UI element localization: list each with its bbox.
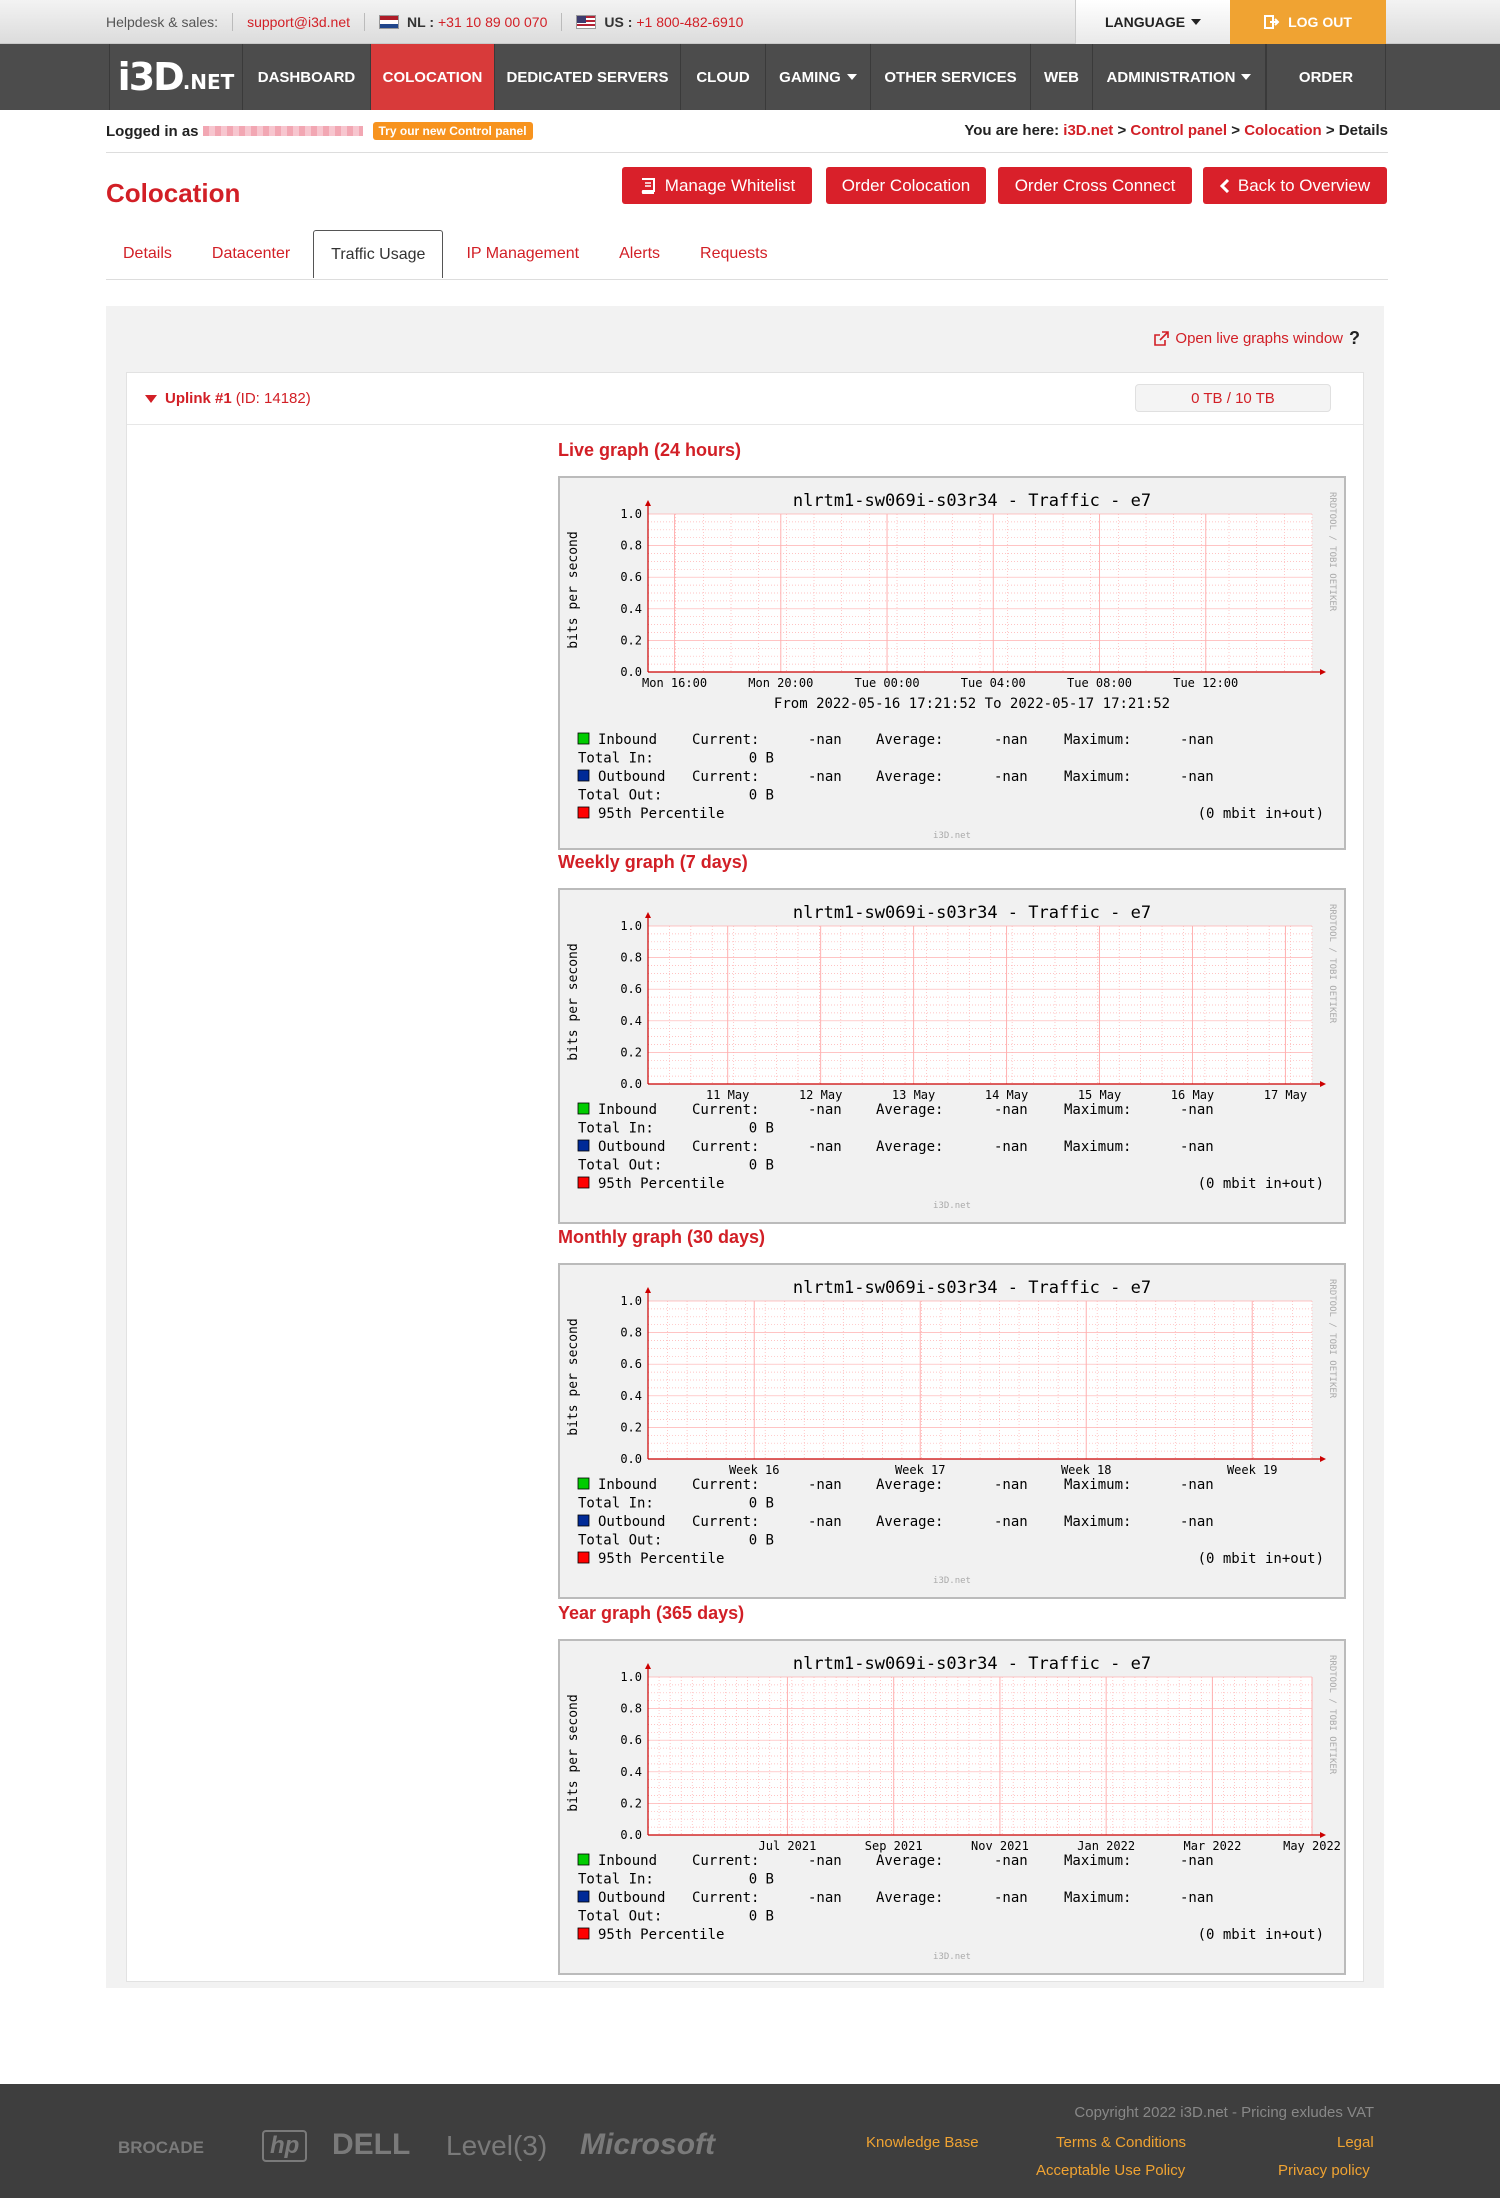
legend-text: 0 B xyxy=(748,1120,774,1137)
help-icon[interactable]: ? xyxy=(1349,328,1360,348)
y-tick-label: 0.0 xyxy=(620,1077,642,1091)
traffic-graph xyxy=(558,888,1346,1224)
x-tick-label: Jul 2021 xyxy=(758,1839,817,1853)
x-tick-label: 14 May xyxy=(984,1088,1029,1102)
watermark: i3D.net xyxy=(933,1201,971,1211)
nl-label: NL : xyxy=(407,14,434,30)
legend-text: Average: xyxy=(876,1477,944,1493)
y-tick-label: 0.8 xyxy=(620,1701,642,1716)
login-info xyxy=(106,122,533,140)
legend-text: Total In: xyxy=(578,1120,654,1137)
legend-swatch xyxy=(578,1478,589,1489)
breadcrumb-prefix: You are here: xyxy=(964,122,1060,139)
legend-text: (0 mbit in+out) xyxy=(1197,1551,1324,1567)
chevron-down-icon xyxy=(1191,19,1201,25)
y-tick-label: 0.4 xyxy=(620,601,642,616)
legend-swatch xyxy=(578,1177,589,1188)
rrdtool-label: RRDTOOL / TOBI OETIKER xyxy=(1327,904,1337,1024)
chevron-down-icon xyxy=(847,74,857,80)
y-axis-label: bits per second xyxy=(566,1318,581,1436)
legend-text: -nan xyxy=(1180,769,1214,785)
y-tick-label: 0.4 xyxy=(620,1764,642,1779)
legend-text: (0 mbit in+out) xyxy=(1197,1927,1324,1943)
x-tick-label: 11 May xyxy=(706,1088,750,1102)
main-nav xyxy=(0,44,1500,110)
knowledge-base-link[interactable]: Knowledge Base xyxy=(866,2134,979,2151)
graph-heading: Monthly graph (30 days) xyxy=(558,1227,766,1247)
y-tick-label: 0.0 xyxy=(620,1452,642,1466)
legend-text: 95th Percentile xyxy=(598,1551,725,1567)
tab-bar xyxy=(106,230,791,280)
tab-alerts[interactable]: Alerts xyxy=(619,245,661,262)
legend-text: Maximum: xyxy=(1064,1890,1132,1906)
legend-text: Outbound xyxy=(598,1139,666,1155)
y-tick-label: 1.0 xyxy=(620,1294,642,1308)
legend-swatch xyxy=(578,770,589,781)
legend-text: -nan xyxy=(994,1139,1028,1155)
legend-text: -nan xyxy=(808,1139,842,1155)
y-tick-label: 0.2 xyxy=(620,1045,642,1060)
legend-text: 0 B xyxy=(748,1871,774,1888)
order-colocation-button[interactable]: Order Colocation xyxy=(826,167,986,204)
x-tick-label: Tue 08:00 xyxy=(1067,676,1133,690)
traffic-usage-badge: 0 TB / 10 TB xyxy=(1135,384,1331,412)
tab-datacenter[interactable]: Datacenter xyxy=(211,245,291,262)
legend-text: 95th Percentile xyxy=(598,806,725,822)
logo-sub: .NET xyxy=(182,70,235,94)
acceptable-use-link[interactable]: Acceptable Use Policy xyxy=(1036,2162,1186,2179)
x-tick-label: Tue 00:00 xyxy=(854,676,920,690)
terms-link[interactable]: Terms & Conditions xyxy=(1056,2134,1187,2151)
nav-gaming-label: GAMING xyxy=(779,68,841,86)
legend-text: Maximum: xyxy=(1064,769,1132,785)
legend-swatch xyxy=(578,1103,589,1114)
legend-text: -nan xyxy=(1180,1139,1214,1155)
copyright: Copyright 2022 i3D.net - Pricing exludes VAT xyxy=(1074,2104,1374,2121)
language-label: LANGUAGE xyxy=(1104,14,1186,30)
y-tick-label: 0.4 xyxy=(620,1013,642,1028)
external-link-icon xyxy=(1153,331,1169,347)
legend-text: Current: xyxy=(692,1514,760,1530)
legend-text: -nan xyxy=(994,1890,1028,1906)
tab-ip-management[interactable]: IP Management xyxy=(466,245,580,262)
logo-main: i3D xyxy=(117,55,183,99)
legend-text: Average: xyxy=(876,1853,944,1869)
legend-text: -nan xyxy=(1180,1477,1214,1493)
y-tick-label: 1.0 xyxy=(620,1670,642,1684)
x-tick-label: Tue 04:00 xyxy=(960,676,1026,690)
y-tick-label: 0.6 xyxy=(620,1733,642,1748)
legend-text: -nan xyxy=(808,769,842,785)
x-tick-label: Jan 2022 xyxy=(1077,1839,1136,1853)
legend-text: 95th Percentile xyxy=(598,1176,725,1192)
manage-whitelist-label: Manage Whitelist xyxy=(664,175,796,195)
y-tick-label: 0.8 xyxy=(620,538,642,553)
legend-text: Total In: xyxy=(578,750,654,767)
x-tick-label: Week 16 xyxy=(728,1463,780,1477)
y-tick-label: 0.0 xyxy=(620,665,642,679)
legend-text: -nan xyxy=(808,732,842,748)
us-flag-icon xyxy=(576,15,596,29)
legend-text: Maximum: xyxy=(1064,1477,1132,1493)
breadcrumb-home[interactable]: i3D.net xyxy=(1063,122,1114,139)
legend-swatch xyxy=(578,733,589,744)
x-tick-label: May 2022 xyxy=(1283,1839,1341,1853)
legend-text: 0 B xyxy=(748,1157,774,1174)
uplink-name: Uplink #1 xyxy=(165,390,232,407)
y-tick-label: 1.0 xyxy=(620,507,642,521)
tab-details[interactable]: Details xyxy=(123,245,172,262)
x-tick-label: Mar 2022 xyxy=(1183,1839,1242,1853)
y-tick-label: 0.2 xyxy=(620,1420,642,1435)
legend-text: (0 mbit in+out) xyxy=(1197,1176,1324,1192)
chevron-down-icon xyxy=(1241,74,1251,80)
rrd-chart xyxy=(560,478,1344,848)
legend-text: Outbound xyxy=(598,1890,666,1906)
y-tick-label: 0.8 xyxy=(620,950,642,965)
divider xyxy=(106,279,1388,280)
legend-text: Maximum: xyxy=(1064,1139,1132,1155)
legend-swatch xyxy=(578,1891,589,1902)
legend-text: -nan xyxy=(994,1514,1028,1530)
legend-text: Maximum: xyxy=(1064,1102,1132,1118)
us-label: US : xyxy=(604,14,633,30)
rrdtool-label: RRDTOOL / TOBI OETIKER xyxy=(1327,492,1337,612)
uplink-header[interactable] xyxy=(127,373,1363,425)
legend-text: Total In: xyxy=(578,1871,654,1888)
us-phone-link[interactable]: +1 800-482-6910 xyxy=(636,14,744,30)
y-tick-label: 0.4 xyxy=(620,1388,642,1403)
legend-text: Total Out: xyxy=(578,787,663,804)
x-tick-label: Mon 20:00 xyxy=(748,676,814,690)
open-live-graphs-label: Open live graphs window xyxy=(1175,330,1343,347)
footer xyxy=(0,2084,1500,2198)
legend-swatch xyxy=(578,1854,589,1865)
graph-title: nlrtm1-sw069i-s03r34 - Traffic - e7 xyxy=(792,491,1152,511)
logout-icon xyxy=(1264,15,1280,29)
legend-text: 95th Percentile xyxy=(598,1927,725,1943)
new-control-panel-link[interactable]: Try our new Control panel xyxy=(373,122,533,140)
y-axis-label: bits per second xyxy=(566,943,581,1061)
y-tick-label: 1.0 xyxy=(620,919,642,933)
breadcrumb-colocation[interactable]: Colocation xyxy=(1244,122,1322,139)
rrd-chart xyxy=(560,1265,1344,1597)
breadcrumb: You are here: i3D.net > Control panel > Colocation > Details xyxy=(964,122,1388,139)
x-tick-label: Week 19 xyxy=(1226,1463,1278,1477)
legend-text: Average: xyxy=(876,1102,944,1118)
legend-text: -nan xyxy=(808,1477,842,1493)
x-tick-label: Week 17 xyxy=(894,1463,946,1477)
x-tick-label: 15 May xyxy=(1077,1088,1122,1102)
y-tick-label: 0.6 xyxy=(620,1357,642,1372)
legend-text: -nan xyxy=(808,1102,842,1118)
legend-text: Current: xyxy=(692,769,760,785)
legend-text: 0 B xyxy=(748,787,774,804)
legend-swatch xyxy=(578,1928,589,1939)
x-tick-label: Sep 2021 xyxy=(864,1839,923,1853)
y-axis-label: bits per second xyxy=(566,1694,581,1812)
level3-logo: Level(3) xyxy=(446,2130,548,2161)
date-range-label: From 2022-05-16 17:21:52 To 2022-05-17 17:21:52 xyxy=(773,696,1171,712)
legend-text: Average: xyxy=(876,1514,944,1530)
legend-text: Current: xyxy=(692,1890,760,1906)
nav-dashboard[interactable]: DASHBOARD xyxy=(243,44,371,110)
tab-requests[interactable]: Requests xyxy=(700,245,768,262)
back-to-overview-label: Back to Overview xyxy=(1237,175,1371,195)
legend-text: Average: xyxy=(876,769,944,785)
x-tick-label: 12 May xyxy=(798,1088,843,1102)
legal-link[interactable]: Legal xyxy=(1337,2134,1374,2151)
breadcrumb-control-panel[interactable]: Control panel xyxy=(1130,122,1228,139)
x-tick-label: Week 18 xyxy=(1060,1463,1112,1477)
y-tick-label: 0.0 xyxy=(620,1828,642,1842)
legend-text: 0 B xyxy=(748,1908,774,1925)
nav-gaming[interactable] xyxy=(766,44,871,110)
divider xyxy=(106,152,1388,153)
rrdtool-label: RRDTOOL / TOBI OETIKER xyxy=(1327,1655,1337,1775)
nl-flag-icon xyxy=(379,15,399,29)
legend-text: -nan xyxy=(1180,732,1214,748)
x-tick-label: Nov 2021 xyxy=(971,1839,1029,1853)
divider xyxy=(232,13,233,31)
x-tick-label: 17 May xyxy=(1263,1088,1308,1102)
book-icon xyxy=(639,178,657,194)
language-dropdown[interactable] xyxy=(1075,0,1230,44)
legend-text: -nan xyxy=(1180,1102,1214,1118)
legend-text: Current: xyxy=(692,1139,760,1155)
traffic-graph xyxy=(558,476,1346,850)
legend-swatch xyxy=(578,1140,589,1151)
tab-traffic-usage[interactable]: Traffic Usage xyxy=(313,230,443,278)
watermark: i3D.net xyxy=(933,1576,971,1586)
nav-dedicated-servers[interactable]: DEDICATED SERVERS xyxy=(495,44,681,110)
dell-logo: DELL xyxy=(332,2128,411,2161)
logged-in-label: Logged in as xyxy=(106,122,199,140)
legend-text: (0 mbit in+out) xyxy=(1197,806,1324,822)
x-tick-label: 16 May xyxy=(1170,1088,1215,1102)
open-live-graphs-link[interactable] xyxy=(1153,328,1360,349)
legend-text: Total Out: xyxy=(578,1908,663,1925)
graph-heading: Live graph (24 hours) xyxy=(558,440,742,460)
legend-text: -nan xyxy=(994,1102,1028,1118)
nav-other-services[interactable]: OTHER SERVICES xyxy=(871,44,1031,110)
legend-text: -nan xyxy=(1180,1514,1214,1530)
uplink-id: (ID: 14182) xyxy=(235,390,311,407)
divider xyxy=(364,13,365,31)
top-bar xyxy=(0,0,1500,44)
x-tick-label: Mon 16:00 xyxy=(642,676,708,690)
order-cross-connect-button[interactable]: Order Cross Connect xyxy=(998,167,1192,204)
watermark: i3D.net xyxy=(933,831,971,841)
legend-text: Maximum: xyxy=(1064,1853,1132,1869)
x-tick-label: Tue 12:00 xyxy=(1173,676,1239,690)
legend-text: Current: xyxy=(692,1477,760,1493)
helpdesk-label: Helpdesk & sales: xyxy=(106,14,219,30)
legend-text: Inbound xyxy=(598,1102,658,1118)
x-tick-label: 13 May xyxy=(891,1088,936,1102)
legend-text: -nan xyxy=(808,1890,842,1906)
watermark: i3D.net xyxy=(933,1952,971,1962)
graph-heading: Year graph (365 days) xyxy=(558,1603,745,1623)
legend-text: Average: xyxy=(876,732,944,748)
legend-text: 0 B xyxy=(748,750,774,767)
legend-text: Inbound xyxy=(598,1853,658,1869)
page-title: Colocation xyxy=(106,178,241,208)
legend-text: Maximum: xyxy=(1064,732,1132,748)
legend-text: Outbound xyxy=(598,1514,666,1530)
caret-down-icon xyxy=(145,395,157,403)
graph-title: nlrtm1-sw069i-s03r34 - Traffic - e7 xyxy=(792,1278,1152,1298)
legend-text: -nan xyxy=(808,1514,842,1530)
rrd-chart xyxy=(560,1641,1344,1973)
graph-title: nlrtm1-sw069i-s03r34 - Traffic - e7 xyxy=(792,903,1152,923)
y-axis-label: bits per second xyxy=(566,531,581,649)
graph-title: nlrtm1-sw069i-s03r34 - Traffic - e7 xyxy=(792,1654,1152,1674)
nl-phone-link[interactable]: +31 10 89 00 070 xyxy=(437,14,548,30)
legend-text: Maximum: xyxy=(1064,1514,1132,1530)
manage-whitelist-button[interactable] xyxy=(622,167,812,204)
legend-text: Outbound xyxy=(598,769,666,785)
legend-text: Inbound xyxy=(598,732,658,748)
legend-text: -nan xyxy=(1180,1853,1214,1869)
nav-colocation[interactable]: COLOCATION xyxy=(371,44,495,110)
back-to-overview-button[interactable] xyxy=(1203,167,1387,204)
legend-text: -nan xyxy=(808,1853,842,1869)
y-tick-label: 0.2 xyxy=(620,1796,642,1811)
legend-text: -nan xyxy=(994,1853,1028,1869)
y-tick-label: 0.6 xyxy=(620,570,642,585)
legend-text: Average: xyxy=(876,1139,944,1155)
legend-text: -nan xyxy=(994,732,1028,748)
logout-label: LOG OUT xyxy=(1288,14,1352,30)
y-tick-label: 0.6 xyxy=(620,982,642,997)
redacted-username xyxy=(203,126,363,136)
traffic-graph xyxy=(558,1263,1346,1599)
support-email-link[interactable]: support@i3d.net xyxy=(247,14,351,30)
graph-heading: Weekly graph (7 days) xyxy=(558,852,748,872)
i3d-logo[interactable] xyxy=(109,44,243,110)
legend-text: -nan xyxy=(1180,1890,1214,1906)
legend-swatch xyxy=(578,1515,589,1526)
legend-text: Total Out: xyxy=(578,1157,663,1174)
rrdtool-label: RRDTOOL / TOBI OETIKER xyxy=(1327,1279,1337,1399)
legend-text: Current: xyxy=(692,732,760,748)
divider xyxy=(561,13,562,31)
traffic-graph xyxy=(558,1639,1346,1975)
privacy-policy-link[interactable]: Privacy policy xyxy=(1278,2162,1370,2179)
logout-button[interactable] xyxy=(1230,0,1386,44)
chevron-left-icon xyxy=(1220,179,1230,193)
legend-text: 0 B xyxy=(748,1495,774,1512)
nav-order[interactable]: ORDER xyxy=(1266,44,1386,110)
breadcrumb-current: Details xyxy=(1338,122,1388,139)
y-tick-label: 0.8 xyxy=(620,1325,642,1340)
legend-text: Total Out: xyxy=(578,1532,663,1549)
rrd-chart xyxy=(560,890,1344,1222)
legend-text: Total In: xyxy=(578,1495,654,1512)
nav-administration[interactable] xyxy=(1093,44,1266,110)
legend-swatch xyxy=(578,807,589,818)
legend-text: -nan xyxy=(994,1477,1028,1493)
nav-web[interactable]: WEB xyxy=(1031,44,1093,110)
legend-text: Current: xyxy=(692,1102,760,1118)
legend-text: Average: xyxy=(876,1890,944,1906)
nav-cloud[interactable]: CLOUD xyxy=(681,44,766,110)
legend-text: Current: xyxy=(692,1853,760,1869)
brocade-logo: BROCADE xyxy=(118,2138,204,2157)
legend-text: Inbound xyxy=(598,1477,658,1493)
legend-swatch xyxy=(578,1552,589,1563)
legend-text: 0 B xyxy=(748,1532,774,1549)
hp-logo: hp xyxy=(262,2130,307,2162)
nav-administration-label: ADMINISTRATION xyxy=(1106,68,1236,86)
microsoft-logo: Microsoft xyxy=(580,2128,715,2161)
y-tick-label: 0.2 xyxy=(620,633,642,648)
legend-text: -nan xyxy=(994,769,1028,785)
